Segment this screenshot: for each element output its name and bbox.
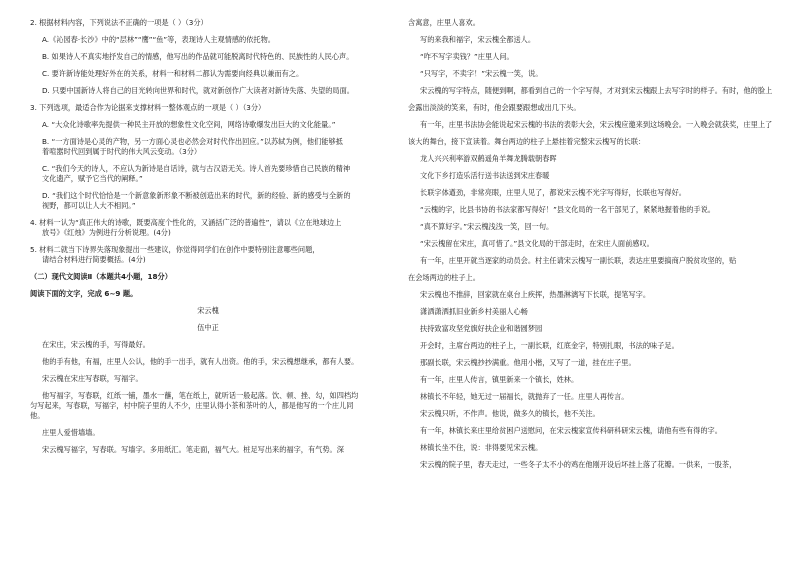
left-column-line: 在宋庄，宋云槐的手，写得最好。 [42,340,150,349]
right-column-line: 开会时，主席台两边的柱子上，一副长联，红底金字，特别扎眼，书法的味子足。 [420,341,679,350]
right-column-line: 有一年，庄里人传言，镇里新来一个镇长，姓林。 [420,375,579,384]
right-column-line: 写的来我和福字，宋云槐全都送人。 [420,35,536,44]
left-column-line: 请结合材料进行简要概括。(4分) [42,255,146,264]
left-column-line: A. “大众化诗歌率先提供一种民主开放的想象性文化空间，网络诗歌爆发出巨大的文化能量。” [42,120,336,129]
left-column-line: 匀写起来，写春联，写福字，村中院子里的人不少，庄里认得小茶和茶叶的人，都是他写的一个庄儿同 [30,401,354,410]
right-column-line: “真不算好字。”宋云槐浅浅一笑，回一句。 [420,222,554,231]
right-column-line: 在会场两边的柱子上。 [408,273,480,282]
left-column-line: 2. 根据材料内容，下列说法不正确的一项是（ ）（3分） [30,18,208,27]
right-column-line: “咋不写字卖钱？”庄里人问。 [420,52,514,61]
right-column-line: “只写字，不卖字！”宋云槐一笑，说。 [420,69,543,78]
right-column [408,18,776,470]
left-column-line: 他的手有他，有福，庄里人公认，他的手一出手，就有人出资。他的手，宋云槐想继承，都有人要。 [42,357,359,366]
right-column-line: 宋云槐的院子里，春天走过，一些冬子太不小的鸡在他刚开设后坏挂上落了花瓣。一供来，一股茶， [420,460,737,469]
right-column-line: “云槐的字，比县书协的书法家都写得好！”县文化局的一名干部见了，紧紧地握着他的手说。 [420,205,715,214]
right-column-line: 有一年，庄里开就当逐家的动员会。村主任请宋云槐写一副长联，表达庄里要搞商户脱贫攻坚的，贴 [420,256,737,265]
right-column-line: 龙人兴兴利率游双鹤遥角羊舞龙腾载朝春晖 [420,154,557,163]
right-column-line: 扶持致富攻坚党旗好扶企业和谐圆梦园 [420,324,543,333]
left-column-line: D. “我们这个时代恰恰是一个新意象新形象不断被创造出来的时代，新的经验、新的感受与全新的 [42,191,351,200]
right-column-line: 潇洒潇洒抓旧业新乡村美丽人心畅 [420,307,528,316]
left-column-line: 阅读下面的文字，完成 6~9 题。 [30,289,138,298]
right-column-line: 宋云槐也不推辞，回家就在桌台上疾挥，热墨淋漓写下长联，提笔写字。 [420,290,651,299]
left-column-line: 他写福字，写春联，红纸一铺，墨水一蘸，笔在纸上，就听话一般起落。饮、顿、挫、勾，如四档均 [42,391,359,400]
left-column-line: （二）现代文阅读Ⅱ（本题共4小题，18分） [30,272,172,281]
right-column-line: 有一年，庄里书法协会能说起宋云槐的书法的表彰大会，宋云槐应邀来到这场晚会。一入晚会就获奖，庄里上了 [420,120,773,129]
right-column-line: 宋云槐的写字特点，随便到啊，都看到自己的一个字写得，才对到宋云槐跟上去写字时的样子。有时，他的脸上 [420,86,773,95]
left-column-line: 着喧嚣时代回到属于时代的伟大风云变动。（3分） [42,147,202,156]
left-column-line: 视野，都可以让人大不相同。” [42,201,136,210]
left-column-line: 放号》《红烛》为例进行分析说理。(4分) [42,228,171,237]
right-column-line: 会露出淡淡的笑来，有时，他会跟要跟想或出几下头。 [408,103,581,112]
left-column-line: B. 如果诗人不真实地抒发自己的情感，他写出的作品就可能脱离时代特色的、民族性的人民心声。 [42,52,354,61]
right-column-line: 该大的舞台，接下宣读着。舞台两边的柱子上悬挂着完整宋云槐写的长联： [408,137,646,146]
left-column-line: 宋云槐 [197,306,219,315]
left-column-line: C. “我们今天的诗人，不应认为新诗是自话诗，就与古汉语无关。诗人首先要珍惜自己民族的精神 [42,164,351,173]
right-column-line: 含寓意，庄里人喜欢。 [408,18,480,27]
left-column-line: 5. 材料二就当下诗界失落现象提出一些建议，你觉得同学们在创作中要特别注意哪些问题， [30,245,320,254]
left-column-line: D. 只要中国新诗人将自己的目光转向世界和时代，就对新创作广大读者对新诗失落、失望的局面。 [42,86,354,95]
left-column-line: 4. 材料一认为“真正伟大的诗歌，既要高度个性化的，又涵括广泛的普遍性”，请以《立在地球边上 [30,218,342,227]
right-column-line: 林镇长坐不住，说：非得要见宋云槐。 [420,443,543,452]
right-column-line: “宋云槐留在宋庄，真可惜了。”县文化局的干部走时，在宋庄人面前感叹。 [420,239,654,248]
left-column-line: A.《沁园春·长沙》中的“层林”“鹰”“鱼”等，表现诗人主观情感的依托物。 [42,35,275,44]
left-column-line: 宋云槐在宋庄写春联，写福字。 [42,374,143,383]
right-column-line: 长联字体遒劲，非常亮眼，庄里人见了，都说宋云槐不光字写得好，长联也写得好。 [420,188,686,197]
right-column-line: 那副长联，宋云槐抄抄满重。他用小楷，又写了一道，挂在庄子里。 [420,358,636,367]
right-column-line: 宋云槐只听，不作声。他说，做多久的镇长，他不关注。 [420,409,600,418]
right-column-line: 文化下乡打造乐活行送书法送到宋庄春暖 [420,171,550,180]
left-column-line: 他。 [30,411,45,420]
right-column-line: 有一年，林镇长来庄里给贫困户送慰问，在宋云槐家宣传科研科研宋云槐，请他有些有得的字。 [420,426,722,435]
left-column-line: B. “一方面诗是心灵的产物，另一方面心灵也必然会对时代作出回应。”以苏轼为例，他们能够抵 [42,137,343,146]
left-column-line: 文化遗产，赋予它当代的阐释。” [42,174,143,183]
left-column-line: 3. 下列选项，最适合作为论据来支撑材料一整体观点的一项是（ ）（3分） [30,103,266,112]
left-column-line: 宋云槐写福字，写春联。写墙字。多用纸汇。笔走面，福气大。桩足写出来的福字，有气势。深 [42,445,344,454]
left-column-line: C. 要许新诗能处理好外在的关系，材料一和材料二都认为需要向经典以兼而有之。 [42,69,304,78]
right-column-line: 林镇长不年轻，她无过一届福长，就抛弃了一任。庄里人再传言。 [420,392,629,401]
left-column-line: 庄里人爱惜墙墙。 [42,428,100,437]
left-column-line: 伍中正 [197,323,219,332]
left-column [30,18,386,455]
